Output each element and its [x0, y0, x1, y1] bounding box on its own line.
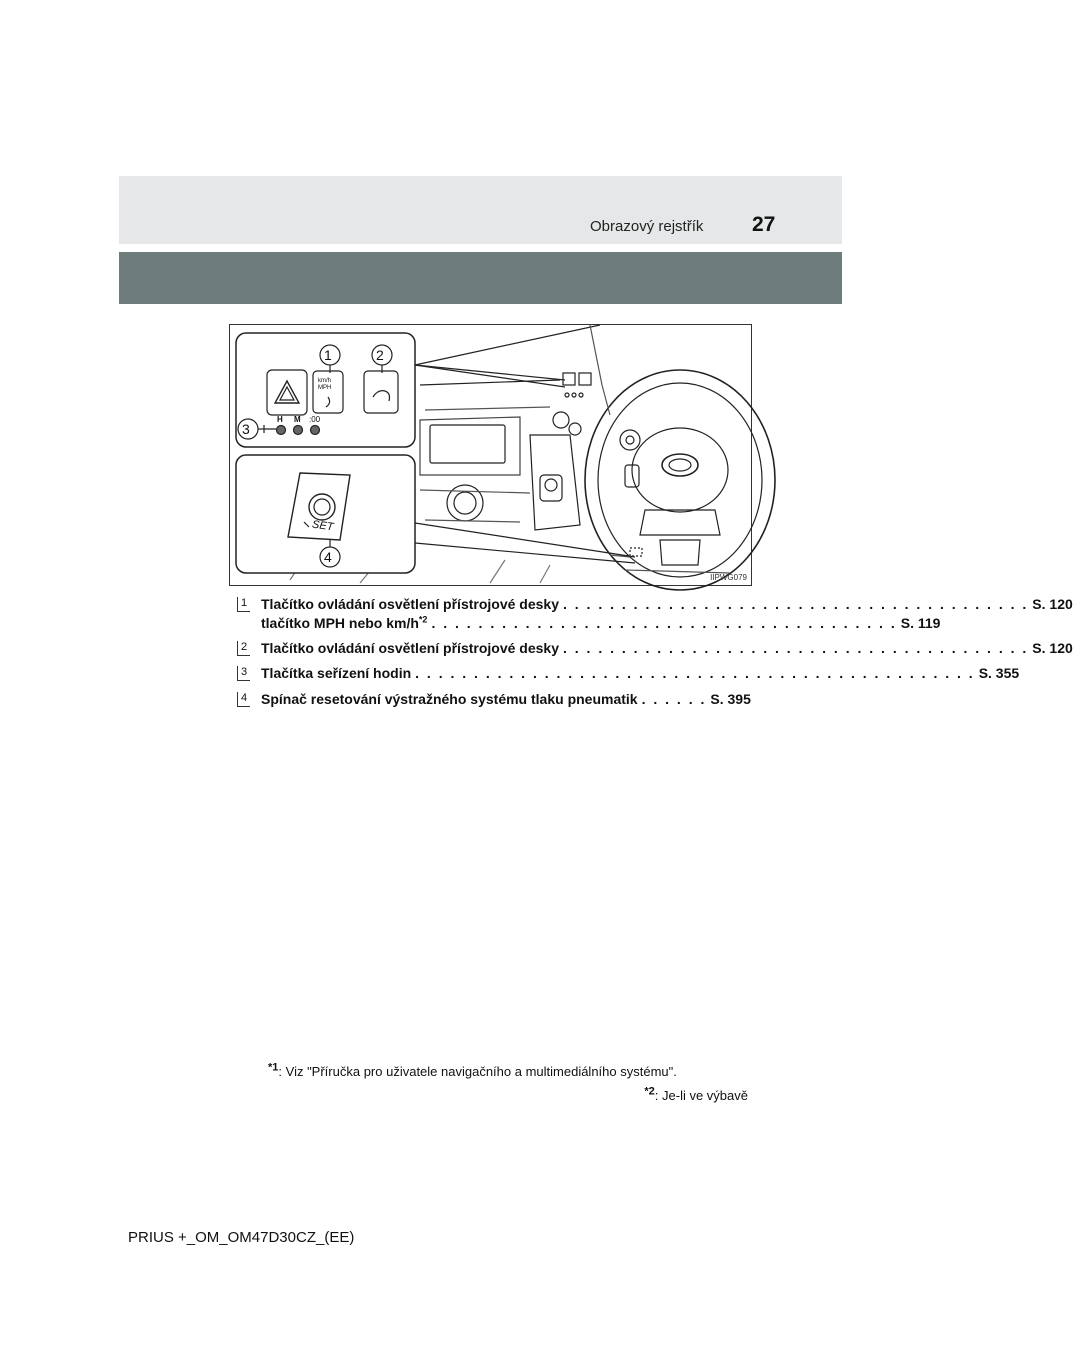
callout-4-label: 4: [324, 549, 332, 565]
section-title: Obrazový rejstřík: [590, 218, 704, 235]
minute-label: M: [294, 415, 301, 424]
page-ref[interactable]: S. 120: [1032, 640, 1073, 656]
page-ref[interactable]: S. 119: [900, 615, 941, 631]
mph-label: MPH: [318, 385, 332, 391]
entry-label: Tlačítko ovládání osvětlení přístrojové desky: [261, 596, 559, 612]
entry-line: Tlačítko ovládání osvětlení přístrojové desky . . . . . . . . . . . . . . . . . . . . . . . . . . . . . . . . . . . . . . . . S. 120: [261, 596, 1073, 612]
footnote-1: [268, 1061, 677, 1079]
footnote-text: : Viz "Příručka pro uživatele navigačního a multimediálního systému".: [278, 1064, 677, 1079]
item-number: 4: [237, 692, 250, 707]
kmh-label: km/h: [318, 378, 332, 384]
page-ref[interactable]: S. 395: [710, 691, 751, 707]
document-id: PRIUS +_OM_OM47D30CZ_(EE): [128, 1229, 355, 1246]
footnote-mark: *2: [644, 1085, 655, 1098]
callout-1-label: 1: [324, 347, 332, 363]
entry-line: Tlačítko ovládání osvětlení přístrojové desky . . . . . . . . . . . . . . . . . . . . . . . . . . . . . . . . . . . . . . . . S. 120: [261, 640, 1073, 656]
set-label: SET: [311, 518, 335, 534]
entry-line: Tlačítka seřízení hodin . . . . . . . . . . . . . . . . . . . . . . . . . . . . . . . . . . . . . . . . . . . . . . . . S. 355: [261, 665, 1020, 681]
page-number: 27: [752, 213, 776, 236]
footnote-mark: *2: [418, 614, 428, 625]
section-banner: [119, 252, 842, 304]
figure-code: IIPWG079: [710, 573, 747, 582]
entry-line: tlačítko MPH nebo $km/h^{*2}$ . . . . . . . . . . . . . . . . . . . . . . . . . . . . . . . . . . . . . . . . S. 119: [261, 614, 941, 631]
item-number: 2: [237, 641, 250, 656]
item-number: 3: [237, 666, 250, 681]
page-ref[interactable]: S. 120: [1032, 596, 1073, 612]
entry-line: Spínač resetování výstražného systému tlaku pneumatik . . . . . . S. 395: [261, 691, 751, 707]
entry-label: tlačítko MPH nebo km/h: [261, 615, 419, 631]
footnote-text: : Je-li ve výbavě: [654, 1088, 748, 1103]
footnote-2: [644, 1085, 748, 1103]
item-number: 1: [237, 597, 250, 612]
header-band: [119, 176, 842, 244]
entry-label: Tlačítka seřízení hodin: [261, 665, 412, 681]
page-ref[interactable]: S. 355: [978, 665, 1020, 681]
zero-label: :00: [309, 415, 321, 424]
callout-3-label: 3: [242, 421, 250, 437]
hour-label: H: [277, 415, 283, 424]
footnote-mark: *1: [268, 1061, 279, 1074]
callout-2-label: 2: [376, 347, 384, 363]
entry-label: Tlačítko ovládání osvětlení přístrojové desky: [261, 640, 559, 656]
entry-label: Spínač resetování výstražného systému tlaku pneumatik: [261, 691, 638, 707]
dashboard-illustration: [229, 324, 752, 586]
